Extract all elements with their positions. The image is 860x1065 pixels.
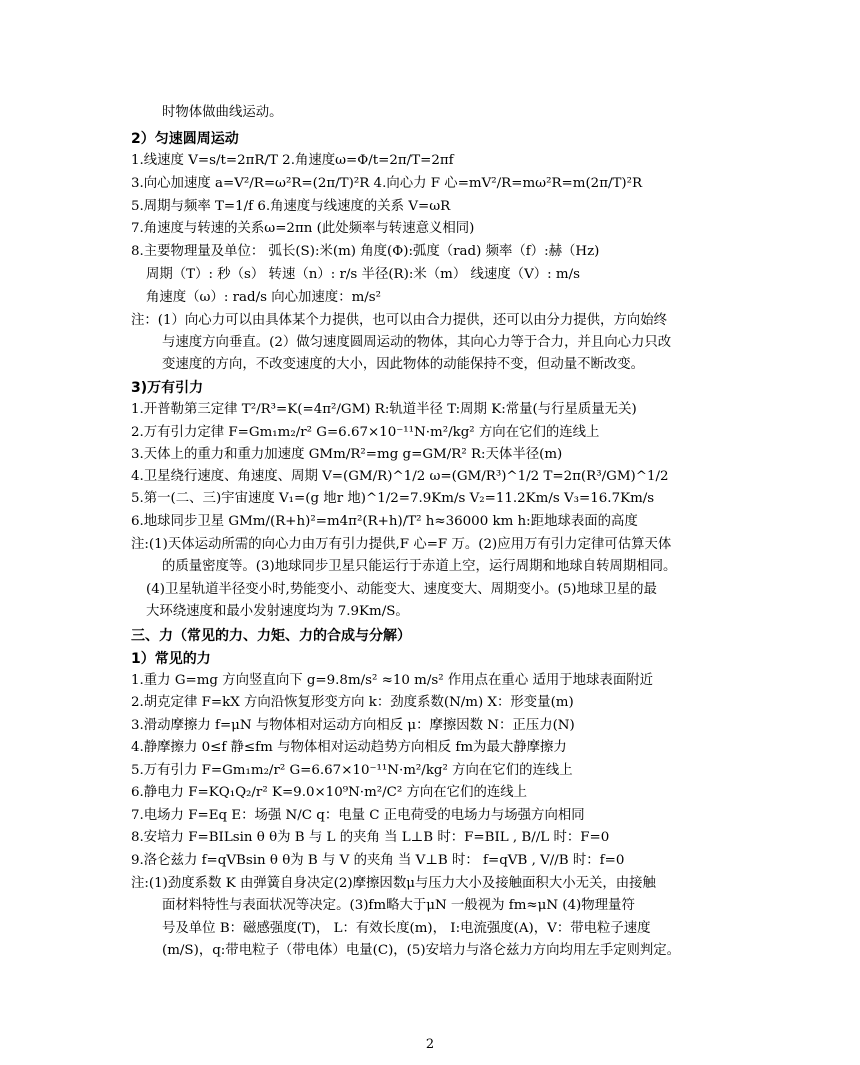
section-heading: 3)万有引力 <box>131 380 204 396</box>
text-line: 8.安培力 F=BILsin θ θ为 B 与 L 的夹角 当 L⊥B 时：F=BIL , B//L 时：F=0 <box>131 830 610 845</box>
note-line: 大环绕速度和最小发射速度均为 7.9Km/S。 <box>146 604 409 619</box>
text-line: 6.地球同步卫星 GMm/(R+h)²=m4π²(R+h)/T² h≈36000 km h:距地球表面的高度 <box>131 514 638 529</box>
note-line: (m/S)，q:带电粒子（带电体）电量(C)，(5)安培力与洛仑兹力方向均用左手定则判定。 <box>162 943 681 958</box>
text-line: 1.开普勒第三定律 T²/R³=K(=4π²/GM) R:轨道半径 T:周期 K:常量(与行星质量无关) <box>131 402 637 417</box>
text-line: 5.第一(二、三)宇宙速度 V₁=(g 地r 地)^1/2=7.9Km/s V₂=11.2Km/s V₃=16.7Km/s <box>131 491 655 506</box>
chapter-heading: 三、力（常见的力、力矩、力的合成与分解） <box>131 628 411 644</box>
text-line: 3.天体上的重力和重力加速度 GMm/R²=mg g=GM/R² R:天体半径(m) <box>131 447 563 462</box>
text-line: 7.电场力 F=Eq E：场强 N/C q：电量 C 正电荷受的电场力与场强方向相同 <box>131 808 585 823</box>
note-line: 与速度方向垂直。(2）做匀速度圆周运动的物体，其向心力等于合力，并且向心力只改 <box>162 335 672 350</box>
note-line: 注:(1)天体运动所需的向心力由万有引力提供,F 心=F 万。(2)应用万有引力定律可估算天体 <box>131 537 672 552</box>
text-line: 5.周期与频率 T=1/f 6.角速度与线速度的关系 V=ωR <box>131 199 451 214</box>
text-line: 周期（T）: 秒（s） 转速（n）: r/s 半径(R):米（m） 线速度（V）: m/s <box>146 267 580 282</box>
note-line: (4)卫星轨道半径变小时,势能变小、动能变大、速度变大、周期变小。(5)地球卫星的最 <box>146 582 657 597</box>
text-line: 8.主要物理量及单位： 弧长(S):米(m) 角度(Φ):弧度（rad) 频率（f）:赫（Hz) <box>131 244 600 259</box>
text-line: 4.静摩擦力 0≤f 静≤fm 与物体相对运动趋势方向相反 fm为最大静摩擦力 <box>131 740 567 755</box>
text-line: 9.洛仑兹力 f=qVBsin θ θ为 B 与 V 的夹角 当 V⊥B 时： f=qVB , V//B 时：f=0 <box>131 853 625 868</box>
note-line: 变速度的方向，不改变速度的大小，因此物体的动能保持不变，但动量不断改变。 <box>162 357 645 372</box>
text-line: 2.万有引力定律 F=Gm₁m₂/r² G=6.67×10⁻¹¹N·m²/kg² 方向在它们的连线上 <box>131 425 600 440</box>
section-heading: 1）常见的力 <box>131 651 211 667</box>
note-line: 注：(1）向心力可以由具体某个力提供，也可以由合力提供，还可以由分力提供，方向始终 <box>131 313 667 328</box>
text-line: 1.线速度 V=s/t=2πR/T 2.角速度ω=Φ/t=2π/T=2πf <box>131 153 454 168</box>
note-line: 注:(1)劲度系数 K 由弹簧自身决定(2)摩擦因数μ与压力大小及接触面积大小无关，由接触 <box>131 876 656 891</box>
section-heading: 2）匀速圆周运动 <box>131 131 239 147</box>
text-line: 7.角速度与转速的关系ω=2πn (此处频率与转速意义相同) <box>131 221 475 236</box>
text-line: 3.向心加速度 a=V²/R=ω²R=(2π/T)²R 4.向心力 F 心=mV²/R=mω²R=m(2π/T)²R <box>131 176 643 191</box>
text-line: 2.胡克定律 F=kX 方向沿恢复形变方向 k：劲度系数(N/m) X：形变量(m) <box>131 695 574 710</box>
note-line: 面材料特性与表面状况等决定。(3)fm略大于μN 一般视为 fm≈μN (4)物理量符 <box>162 898 635 913</box>
text-line: 1.重力 G=mg 方向竖直向下 g=9.8m/s² ≈10 m/s² 作用点在重心 适用于地球表面附近 <box>131 673 653 688</box>
text-line: 3.滑动摩擦力 f=μN 与物体相对运动方向相反 μ：摩擦因数 N：正压力(N) <box>131 718 575 733</box>
text-line: 时物体做曲线运动。 <box>162 105 283 120</box>
note-line: 的质量密度等。(3)地球同步卫星只能运行于赤道上空，运行周期和地球自转周期相同。 <box>162 559 677 574</box>
text-line: 5.万有引力 F=Gm₁m₂/r² G=6.67×10⁻¹¹N·m²/kg² 方向在它们的连线上 <box>131 763 573 778</box>
note-line: 号及单位 B：磁感强度(T)， L：有效长度(m)， I:电流强度(A)，V：带电粒子速度 <box>162 921 651 936</box>
text-line: 4.卫星绕行速度、角速度、周期 V=(GM/R)^1/2 ω=(GM/R³)^1/2 T=2π(R³/GM)^1/2 <box>131 469 669 484</box>
text-line: 6.静电力 F=KQ₁Q₂/r² K=9.0×10⁹N·m²/C² 方向在它们的连线上 <box>131 785 528 800</box>
page-number: 2 <box>425 1037 435 1052</box>
text-line: 角速度（ω）: rad/s 向心加速度：m/s² <box>146 290 382 305</box>
